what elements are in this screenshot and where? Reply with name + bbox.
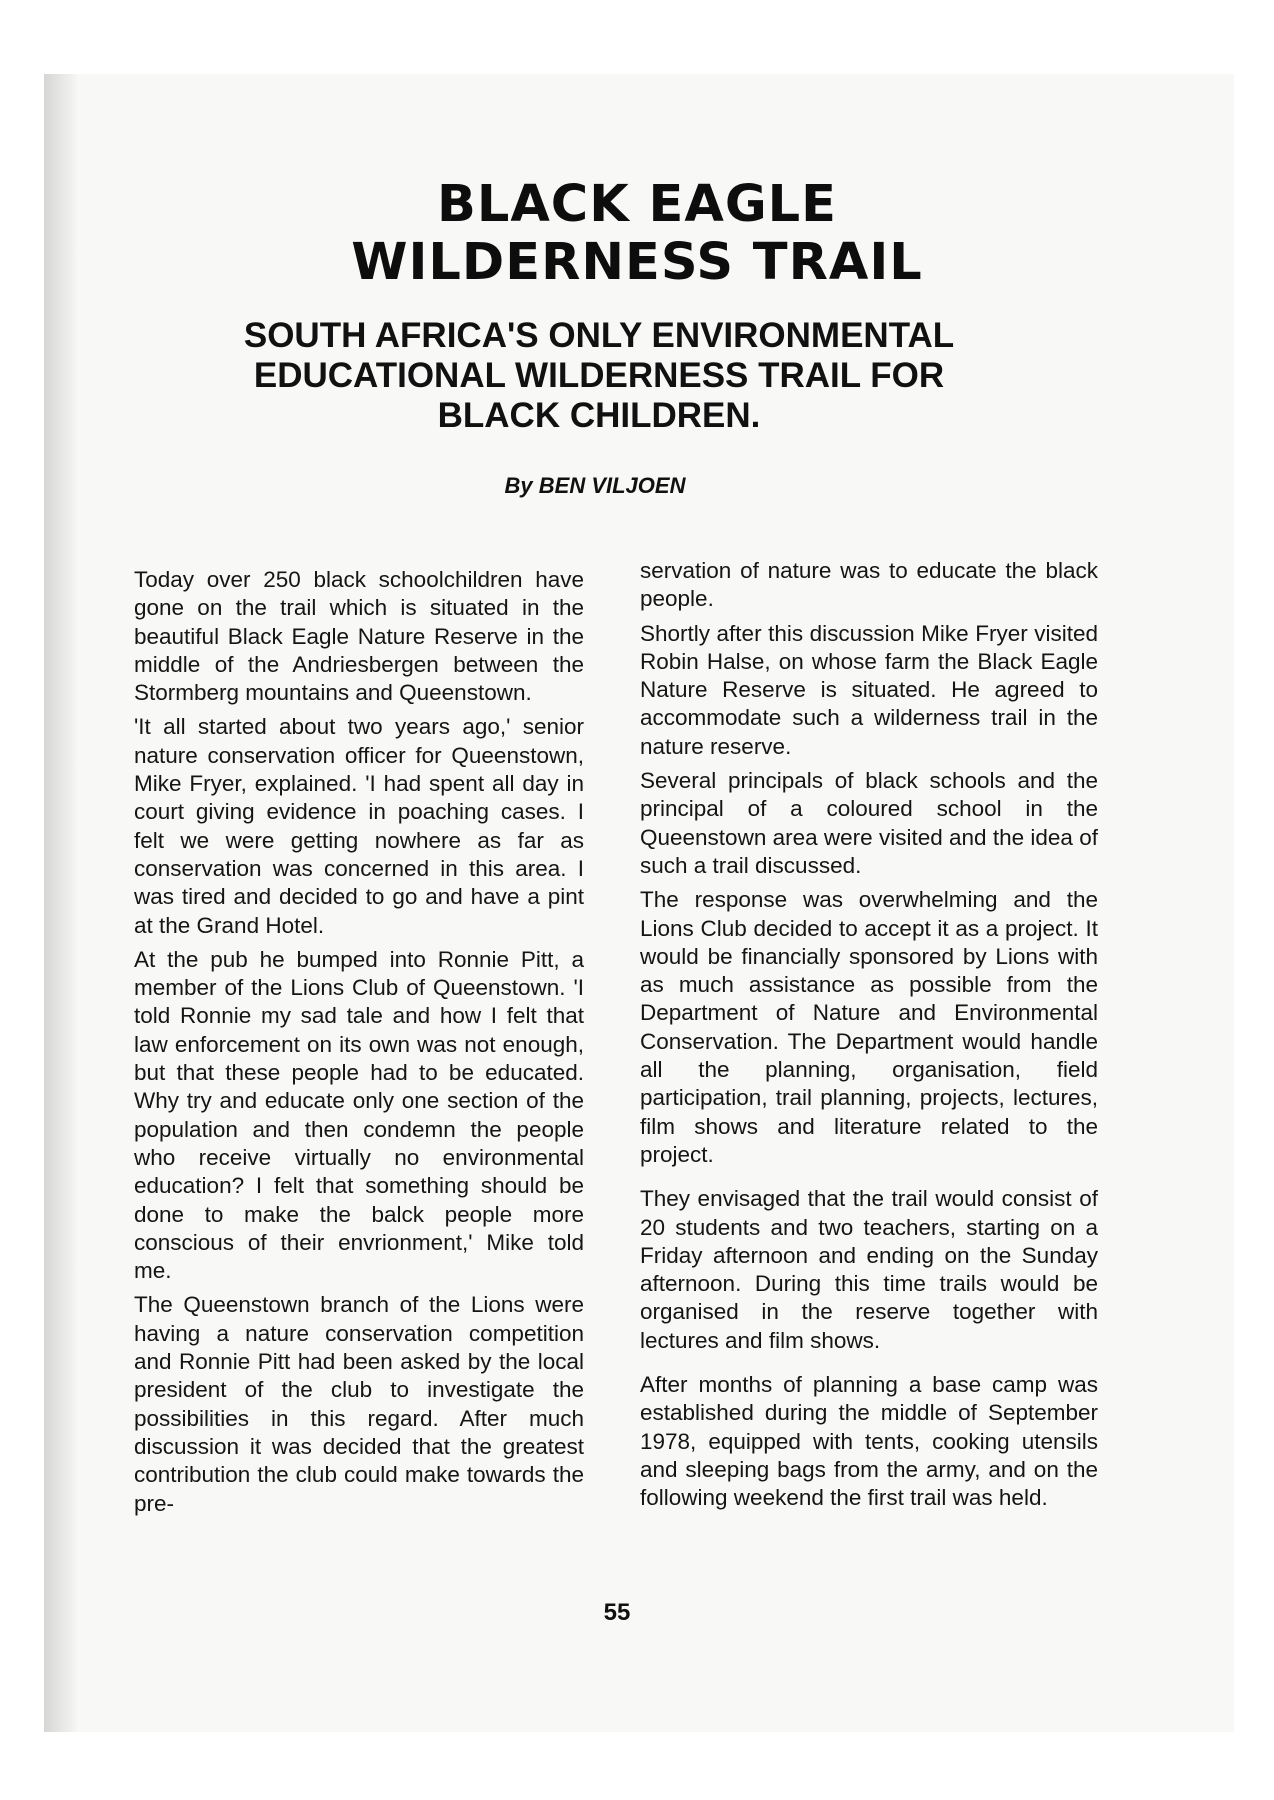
paragraph: The Queenstown branch of the Lions were having a nature conservation competition and Ronnie Pitt had been asked by the local president of the club to investigate the possibilities in this regard. After much discussion it was decided that the greatest contribution the club could make towards the pre- [134, 1292, 584, 1516]
title-line: BLACK EAGLE [436, 175, 838, 234]
paragraph: Shortly after this discussion Mike Fryer visited Robin Halse, on whose farm the Black Eagle Nature Reserve is situated. He agreed to accommodate such a wilderness trail in the nature reserve. [640, 620, 1098, 759]
paragraph: Today over 250 black schoolchildren have gone on the trail which is situated in the beautiful Black Eagle Nature Reserve in the middle of the Andriesbergen between the Stormberg mountains and Queenstown. [134, 567, 584, 706]
article-subtitle [0, 316, 1198, 436]
paragraph: The response was overwhelming and the Lions Club decided to accept it as a project. It would be financially sponsored by Lions with as much assistance as possible from the Department of Nature and Environmental Conservation. The Department would handle all the planning, organisation, field participation, trail planning, projects, lectures, film shows and literature related to the project. [640, 887, 1098, 1167]
byline: By BEN VILJOEN [504, 473, 686, 498]
title-line: WILDERNESS TRAIL [351, 233, 923, 292]
article-title [0, 176, 1274, 292]
paragraph: servation of nature was to educate the black people. [640, 558, 1098, 612]
subtitle-line: SOUTH AFRICA'S ONLY ENVIRONMENTAL [243, 316, 955, 355]
paragraph: Several principals of black schools and the principal of a coloured school in the Queenstown area were visited and the idea of such a trail discussed. [640, 768, 1098, 878]
page-number: 55 [603, 1599, 631, 1626]
paragraph: After months of planning a base camp was established during the middle of September 1978, equipped with tents, cooking utensils and sleeping bags from the army, and on the following weekend the first trail was held. [640, 1372, 1098, 1511]
left-column [134, 566, 584, 1524]
paragraph: At the pub he bumped into Ronnie Pitt, a member of the Lions Club of Queenstown. 'I told Ronnie my sad tale and how I felt that law enforcement on its own was not enough, but that these people had to be educated. Why try and educate only one section of the population and then condemn the people who receive virtually no environmental education? I felt that something should be done to make the balck people more conscious of their envrionment,' Mike told me. [134, 946, 584, 1284]
right-column [640, 557, 1098, 1519]
subtitle-line: BLACK CHILDREN. [437, 396, 761, 435]
paragraph: 'It all started about two years ago,' senior nature conservation officer for Queenstown, Mike Fryer, explained. 'I had spent all day in court giving evidence in poaching cases. I felt we were getting nowhere as far as conservation was concerned in this area. I was tired and decided to go and have a pint at the Grand Hotel. [134, 714, 584, 938]
paragraph: They envisaged that the trail would consist of 20 students and two teachers, starting on a Friday afternoon and ending on the Sunday afternoon. During this time trails would be organised in the reserve together with lectures and film shows. [640, 1186, 1098, 1353]
subtitle-line: EDUCATIONAL WILDERNESS TRAIL FOR [253, 356, 945, 395]
